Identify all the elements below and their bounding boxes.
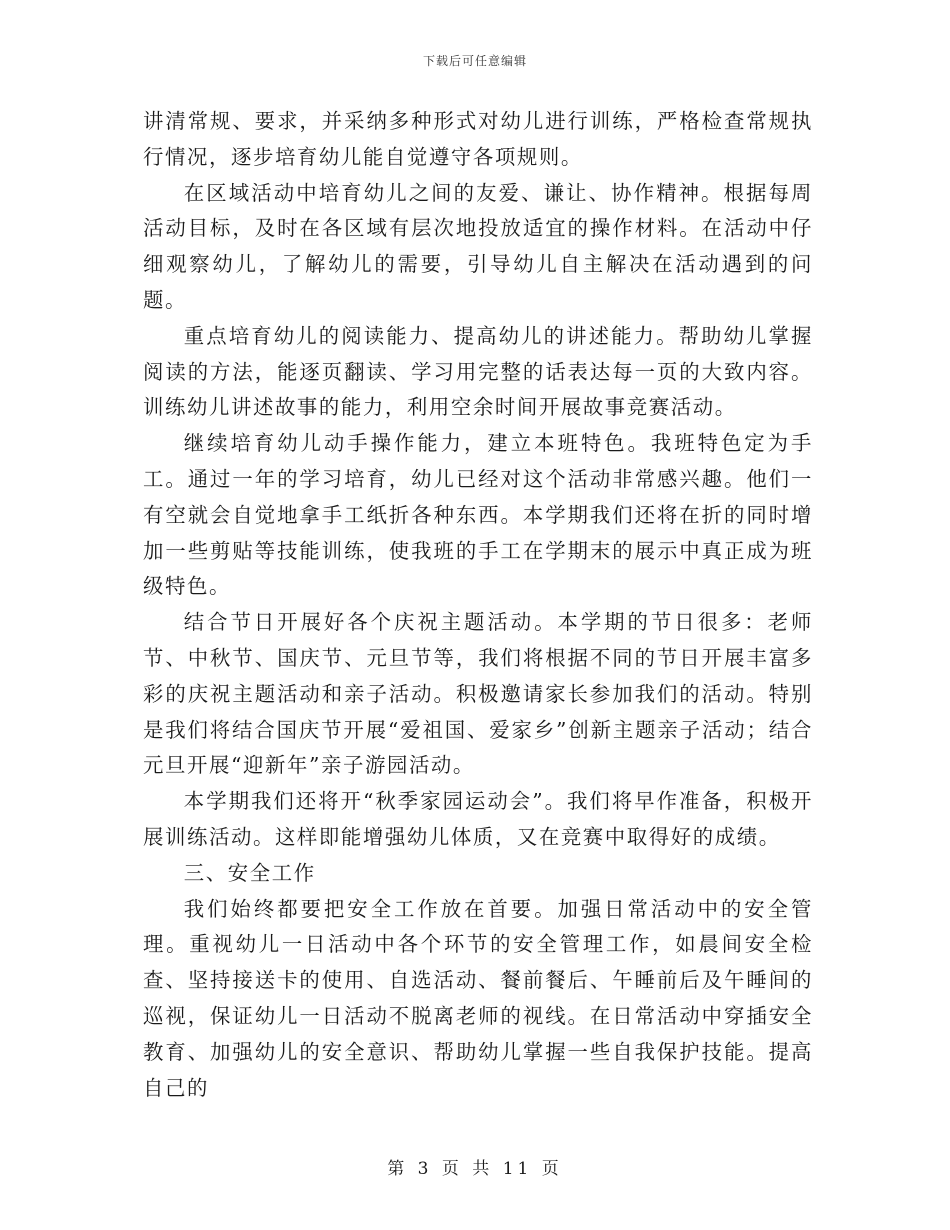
paragraph-safety-1: 我们始终都要把安全工作放在首要。加强日常活动中的安全管理。重视幼儿一日活动中各个环节的安全管理工作，如晨间安全检查、坚持接送卡的使用、自选活动、餐前餐后、午睡前后及午睡间的巡视，保证幼儿一日活动不脱离老师的视线。在日常活动中穿插安全教育、加强幼儿的安全意识、帮助幼儿掌握一些自我保护技能。提高自己的 bbox=[143, 896, 813, 1100]
paragraph-1: 讲清常规、要求，并采纳多种形式对幼儿进行训练，严格检查常规执行情况，逐步培育幼儿能自觉遵守各项规则。 bbox=[143, 109, 813, 169]
section-heading-safety: 三、安全工作 bbox=[183, 860, 316, 885]
document-body bbox=[143, 104, 813, 1106]
paragraph-6: 本学期我们还将开“秋季家园运动会”。我们将早作准备，积极开展训练活动。这样即能增强幼儿体质，又在竞赛中取得好的成绩。 bbox=[143, 789, 813, 849]
paragraph-2: 在区域活动中培育幼儿之间的友爱、谦让、协作精神。根据每周活动目标，及时在各区域有层次地投放适宜的操作材料。在活动中仔细观察幼儿，了解幼儿的需要，引导幼儿自主解决在活动遇到的问题。 bbox=[143, 180, 813, 312]
paragraph-3: 重点培育幼儿的阅读能力、提高幼儿的讲述能力。帮助幼儿掌握阅读的方法，能逐页翻读、学习用完整的话表达每一页的大致内容。训练幼儿讲述故事的能力，利用空余时间开展故事竞赛活动。 bbox=[143, 323, 813, 420]
page-number-footer: 第 3 页 共 11 页 bbox=[387, 1159, 563, 1179]
paragraph-5: 结合节日开展好各个庆祝主题活动。本学期的节日很多：老师节、中秋节、国庆节、元旦节等，我们将根据不同的节日开展丰富多彩的庆祝主题活动和亲子活动。积极邀请家长参加我们的活动。特别是我们将结合国庆节开展“爱祖国、爱家乡”创新主题亲子活动；结合元旦开展“迎新年”亲子游园活动。 bbox=[143, 610, 813, 778]
paragraph-4: 继续培育幼儿动手操作能力，建立本班特色。我班特色定为手工。通过一年的学习培育，幼儿已经对这个活动非常感兴趣。他们一有空就会自觉地拿手工纸折各种东西。本学期我们还将在折的同时增加一些剪贴等技能训练，使我班的手工在学期末的展示中真正成为班级特色。 bbox=[143, 431, 813, 599]
page-header: 下载后可任意编辑 bbox=[422, 54, 527, 68]
